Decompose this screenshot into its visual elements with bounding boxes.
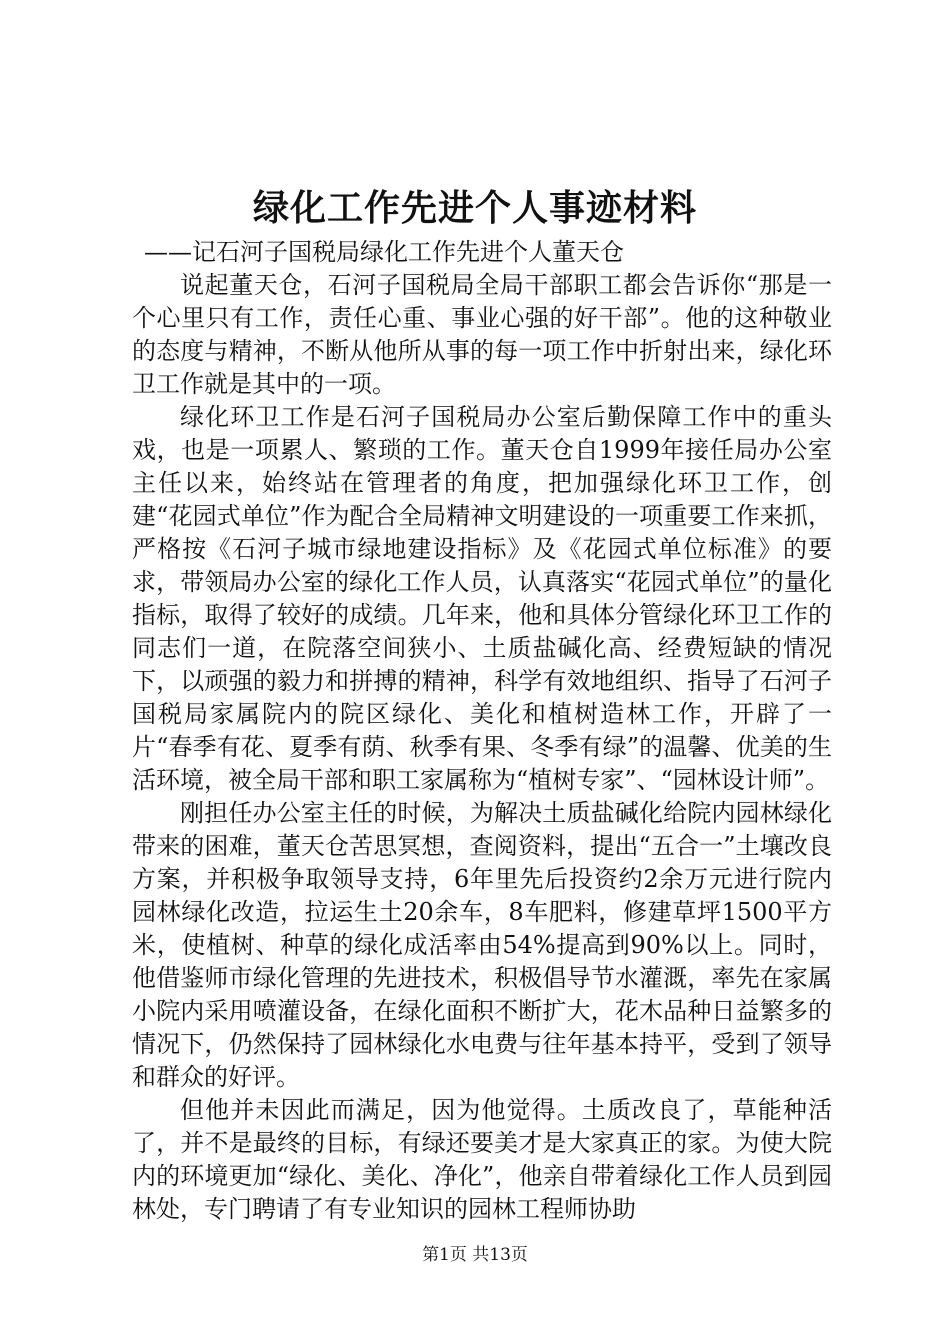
paragraph-3: 刚担任办公室主任的时候，为解决土质盐碱化给院内园林绿化带来的困难，董天仓苦思冥想，查阅资料，提出“五合一”土壤改良方案，并积极争取领导支持，6年里先后投资约2余万元进行院内园林绿化改造，拉运生土20余车，8车肥料，修建草坪1500平方米，使植树、种草的绿化成活率由54%提高到90%以上。同时，他借鉴师市绿化管理的先进技术，积极倡导节水灌溉，率先在家属小院内采用喷灌设备，在绿化面积不断扩大，花木品种日益繁多的情况下，仍然保持了园林绿化水电费与往年基本持平，受到了领导和群众的好评。 [132,799,832,1091]
document-body [132,236,832,1226]
document-subtitle: ——记石河子国税局绿化工作先进个人董天仓 [144,238,624,266]
document-title: 绿化工作先进个人事迹材料 [252,187,697,229]
page-number-footer: 第1页 共13页 [422,1245,528,1265]
paragraph-2: 绿化环卫工作是石河子国税局办公室后勤保障工作中的重头戏，也是一项累人、繁琐的工作。董天仓自1999年接任局办公室主任以来，始终站在管理者的角度，把加强绿化环卫工作，创建“花园式单位”作为配合全局精神文明建设的一项重要工作来抓，严格按《石河子城市绿地建设指标》及《花园式单位标准》的要求，带领局办公室的绿化工作人员，认真落实“花园式单位”的量化指标，取得了较好的成绩。几年来，他和具体分管绿化环卫工作的同志们一道，在院落空间狭小、土质盐碱化高、经费短缺的情况下，以顽强的毅力和拼搏的精神，科学有效地组织、指导了石河子国税局家属院内的院区绿化、美化和植树造林工作，开辟了一片“春季有花、夏季有荫、秋季有果、冬季有绿”的温馨、优美的生活环境，被全局干部和职工家属称为“植树专家”、“园林设计师”。 [132,403,832,794]
paragraph-1: 说起董天仓，石河子国税局全局干部职工都会告诉你“那是一个心里只有工作，责任心重、事业心强的好干部”。他的这种敬业的态度与精神，不断从他所从事的每一项工作中折射出来，绿化环卫工作就是其中的一项。 [132,271,832,398]
paragraph-4: 但他并未因此而满足，因为他觉得。土质改良了，草能种活了，并不是最终的目标，有绿还要美才是大家真正的家。为使大院内的环境更加“绿化、美化、净化”，他亲自带着绿化工作人员到园林处，专门聘请了有专业知识的园林工程师协助 [132,1096,832,1223]
